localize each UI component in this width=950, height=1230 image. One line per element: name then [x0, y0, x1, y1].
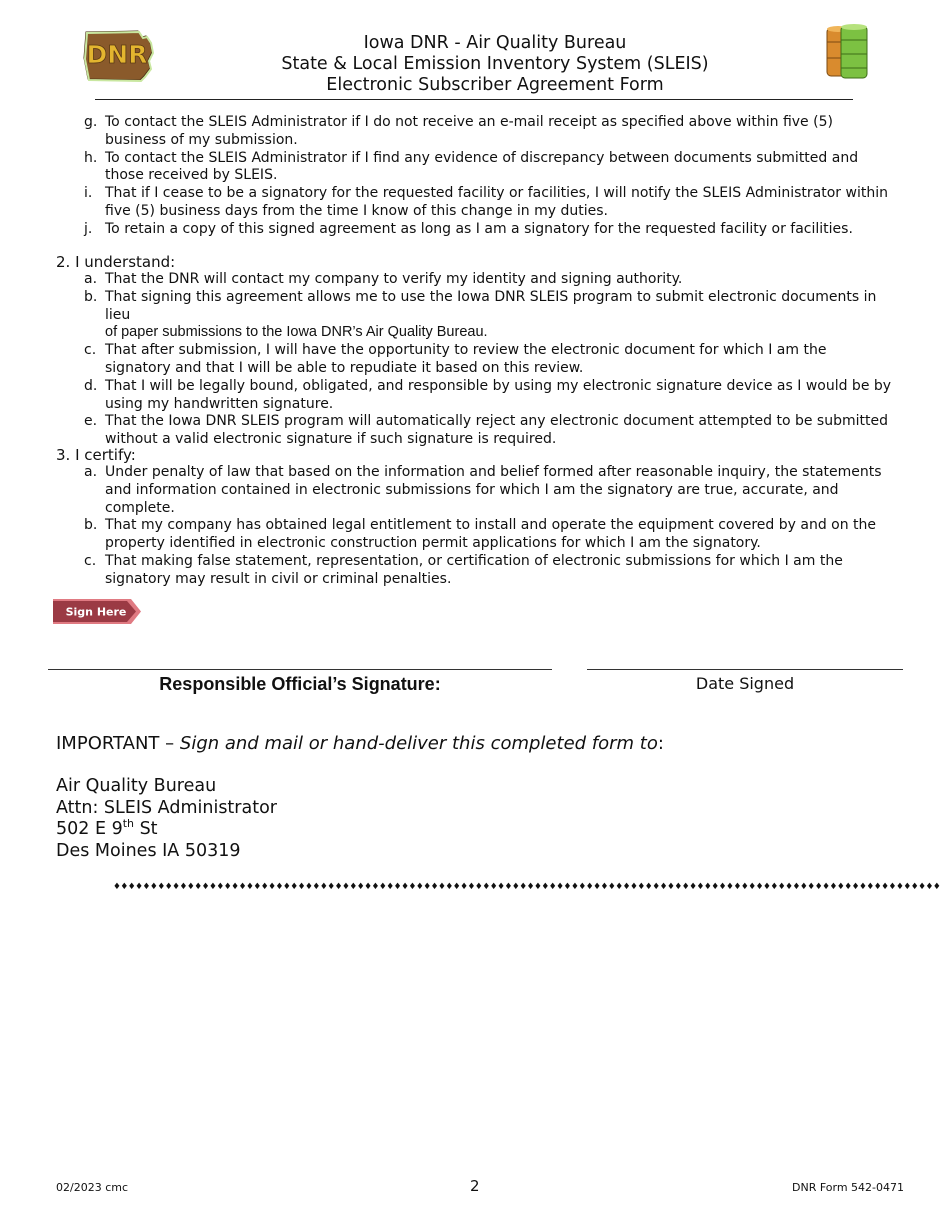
section2-heading: 2. I understand: [56, 253, 176, 271]
list-item: a. That the DNR will contact my company to verify my identity and signing authority. [84, 271, 683, 287]
address-line: 502 E 9th St [56, 817, 158, 839]
footer-revision: 02/2023 cmc [56, 1181, 129, 1194]
list-item: b. That my company has obtained legal entitlement to install and operate the equipment covered by and on the property identified in electronic construction permit applications for which I am the signatory. [84, 517, 877, 552]
list-item: e. That the Iowa DNR SLEIS program will automatically reject any electronic document attempted to be submitted without a valid electronic signature if such signature is required. [84, 413, 888, 448]
list-item: d. That I will be legally bound, obligated, and responsible by using my electronic signature device as I would be by using my handwritten signature. [84, 377, 892, 412]
section3-heading: 3. I certify: [56, 446, 136, 464]
form-number: DNR Form 542-0471 [792, 1181, 905, 1194]
list-item: i. That if I cease to be a signatory for the requested facility or facilities, I will notify the SLEIS Administrator within five (5) business days from the time I know of this change in my duties. [84, 185, 888, 219]
address-line: Des Moines IA 50319 [56, 840, 241, 861]
diamond-divider: ♦♦♦♦♦♦♦♦♦♦♦♦♦♦♦♦♦♦♦♦♦♦♦♦♦♦♦♦♦♦♦♦♦♦♦♦♦♦♦♦♦♦♦♦♦♦♦♦♦♦♦♦♦♦♦♦♦♦♦♦♦♦♦♦♦♦♦♦♦♦♦♦♦♦♦♦♦♦♦♦♦♦♦♦♦♦♦♦♦♦♦♦♦♦♦♦♦♦♦♦♦♦♦♦♦♦♦♦♦♦♦♦ [113, 882, 941, 892]
address-line: Attn: SLEIS Administrator [56, 797, 277, 818]
header-agency: Iowa DNR - Air Quality Bureau [363, 33, 627, 53]
form-header [150, 33, 840, 96]
sign-here-tag [53, 599, 141, 624]
dnr-logo [80, 28, 158, 82]
list-item: a. Under penalty of law that based on the information and belief formed after reasonable inquiry, the statements and information contained in electronic submissions for which I am the signatory are true, accurate, and complete. [84, 464, 882, 516]
address-line: Air Quality Bureau [56, 776, 217, 796]
section2-list [0, 271, 950, 449]
signature-label: Responsible Official’s Signature: [159, 674, 441, 694]
list-item: g. To contact the SLEIS Administrator if I do not receive an e-mail receipt as specified above within five (5) business of my submission. [84, 114, 833, 148]
dnr-logo-text: DNR [86, 40, 148, 69]
list-item: c. That making false statement, representation, or certification of electronic submissions for which I am the signatory may result in civil or criminal penalties. [84, 552, 843, 587]
header-system: State & Local Emission Inventory System (SLEIS) [281, 54, 709, 74]
page-number: 2 [470, 1177, 480, 1195]
header-rule [95, 99, 853, 100]
list-item: b. That signing this agreement allows me to use the Iowa DNR SLEIS program to submit electronic documents in lieu of paper submissions to the Iowa DNR’s Air Quality Bureau. [84, 288, 877, 341]
list-item: h. To contact the SLEIS Administrator if I find any evidence of discrepancy between documents submitted and those received by SLEIS. [84, 149, 859, 184]
list-item: c. That after submission, I will have the opportunity to review the electronic document for which I am the signatory and that I will be able to repudiate it based on this review. [84, 342, 827, 376]
section3-list [0, 464, 950, 589]
date-line[interactable] [587, 669, 903, 670]
signature-line[interactable] [48, 669, 552, 670]
important-note: IMPORTANT – Sign and mail or hand-deliver this completed form to: [56, 733, 664, 754]
header-form-title: Electronic Subscriber Agreement Form [326, 75, 664, 95]
sign-here-label: Sign Here [65, 605, 127, 619]
mailing-address [56, 776, 277, 862]
section1-list [0, 114, 950, 239]
list-item: j. To retain a copy of this signed agreement as long as I am a signatory for the requested facility or facilities. [84, 220, 853, 237]
date-signed-label: Date Signed [695, 674, 795, 693]
